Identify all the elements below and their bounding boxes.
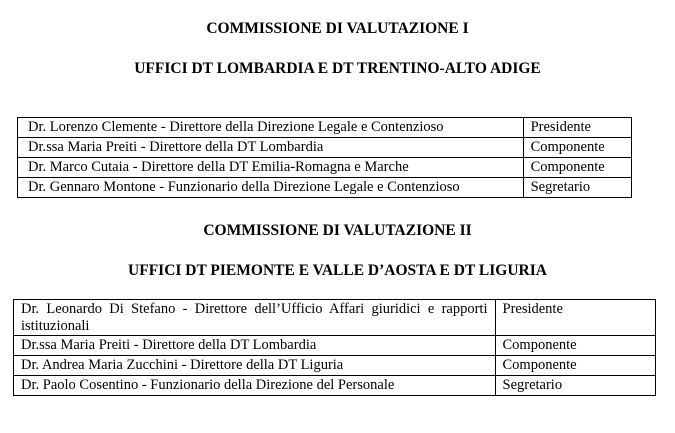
member-cell: Dr. Gennaro Montone - Funzionario della Direzione Legale e Contenzioso [18, 178, 524, 198]
member-cell: Dr. Marco Cutaia - Direttore della DT Emilia-Romagna e Marche [18, 158, 524, 178]
table-row [14, 376, 656, 396]
member-cell: Dr.ssa Maria Preiti - Direttore della DT Lombardia [18, 138, 524, 158]
commission-2-subtitle: UFFICI DT PIEMONTE E VALLE D’AOSTA E DT LIGURIA [128, 262, 547, 279]
commission-2-title: COMMISSIONE DI VALUTAZIONE II [203, 222, 472, 239]
table-row [18, 178, 632, 198]
member-cell: Dr.ssa Maria Preiti - Direttore della DT Lombardia [14, 336, 496, 356]
commission-2-table [13, 299, 656, 396]
commission-1-subtitle: UFFICI DT LOMBARDIA E DT TRENTINO-ALTO ADIGE [134, 60, 541, 77]
role-cell: Componente [523, 158, 631, 178]
table-row [14, 336, 656, 356]
member-cell: Dr. Leonardo Di Stefano - Direttore dell’Ufficio Affari giuridici e rapporti istituzionali [14, 300, 496, 336]
role-cell: Segretario [495, 376, 656, 396]
member-cell: Dr. Andrea Maria Zucchini - Direttore della DT Liguria [14, 356, 496, 376]
role-cell: Segretario [523, 178, 631, 198]
role-cell: Componente [523, 138, 631, 158]
table-row [18, 138, 632, 158]
commission-1-title: COMMISSIONE DI VALUTAZIONE I [206, 20, 469, 37]
role-cell: Presidente [523, 118, 631, 138]
table-row [14, 300, 656, 336]
table-row [18, 118, 632, 138]
member-cell: Dr. Paolo Cosentino - Funzionario della Direzione del Personale [14, 376, 496, 396]
member-cell: Dr. Lorenzo Clemente - Direttore della Direzione Legale e Contenzioso [18, 118, 524, 138]
role-cell: Componente [495, 336, 656, 356]
role-cell: Presidente [495, 300, 656, 336]
table-row [14, 356, 656, 376]
table-row [18, 158, 632, 178]
commission-1-table [17, 117, 632, 198]
role-cell: Componente [495, 356, 656, 376]
